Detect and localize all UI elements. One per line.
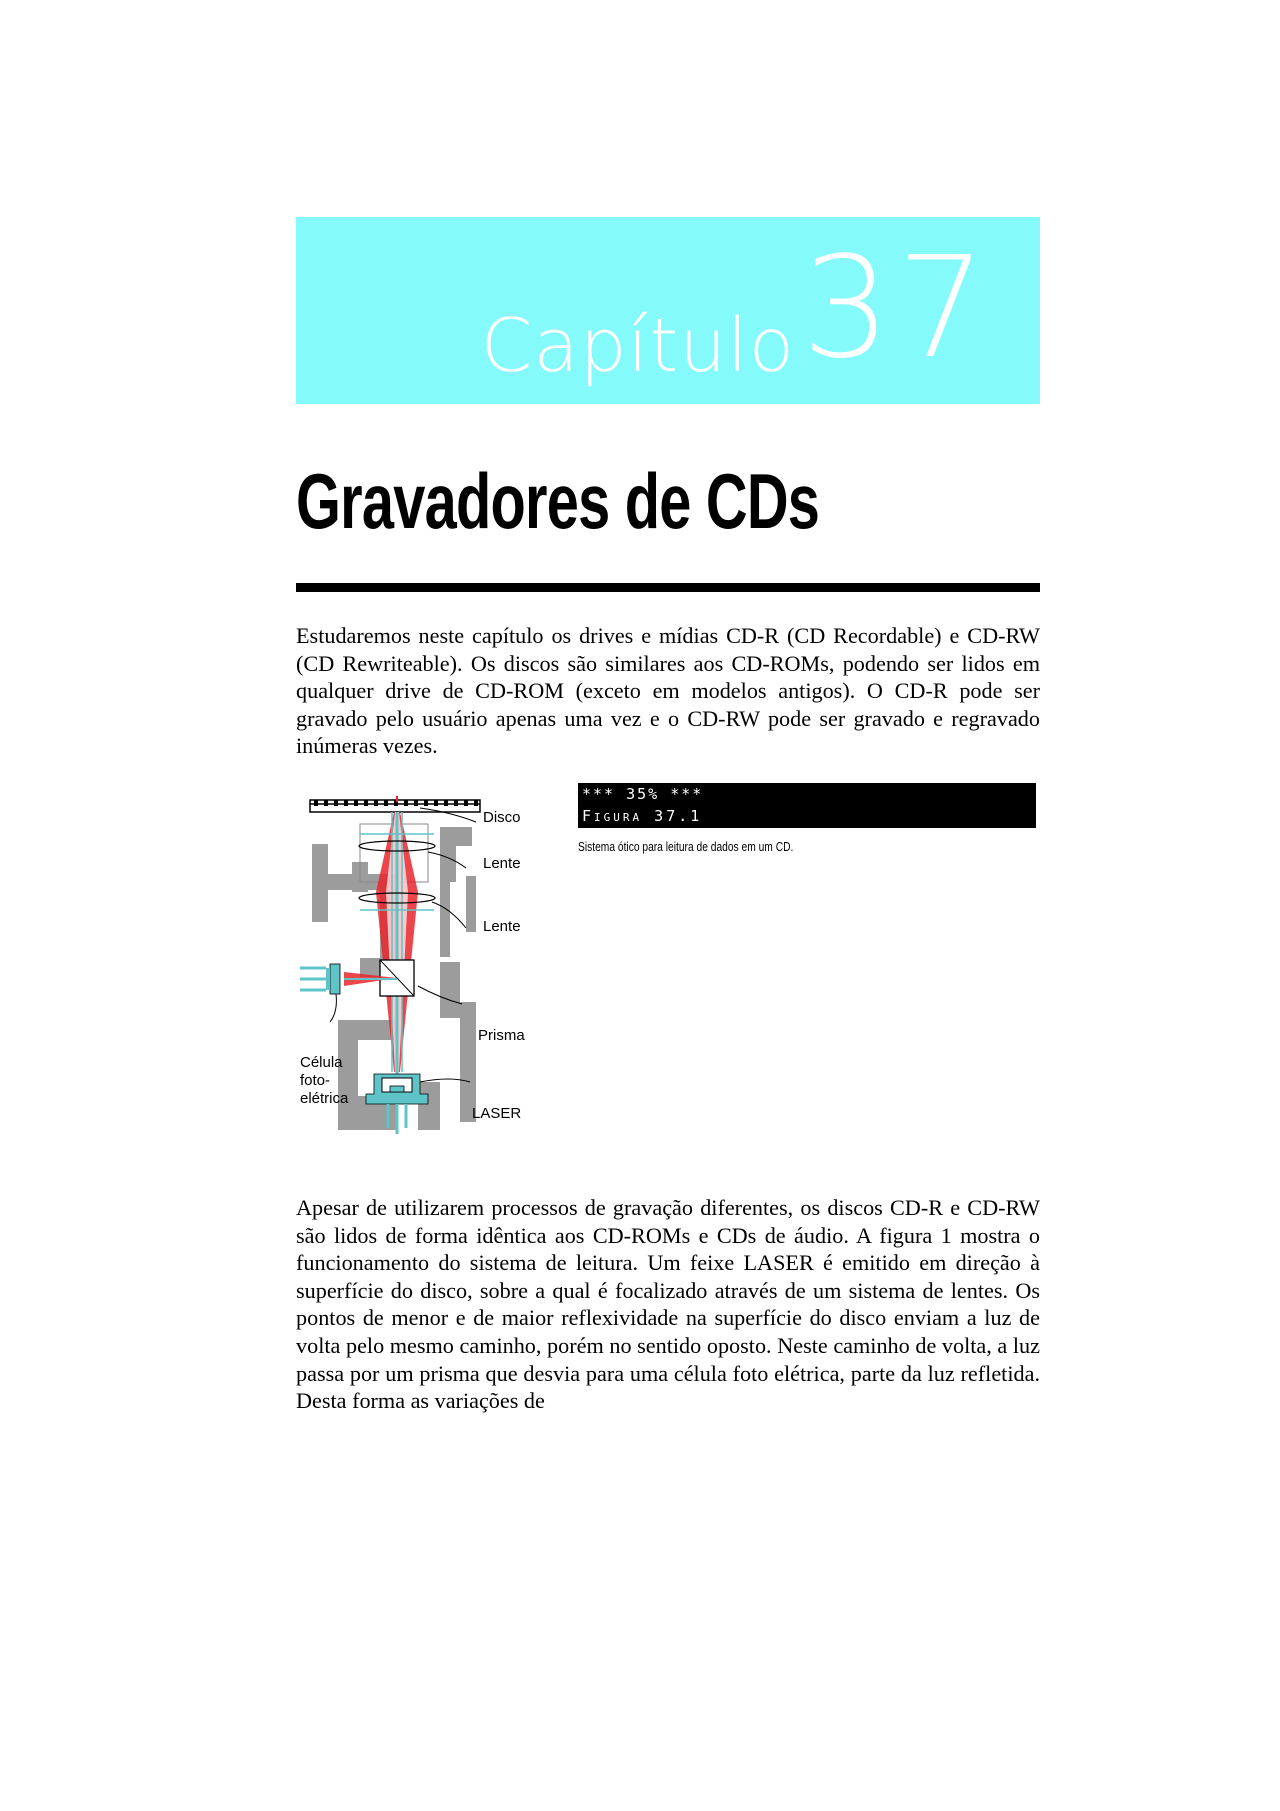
label-disco: Disco xyxy=(483,809,521,826)
label-laser: LASER xyxy=(472,1105,522,1122)
disc-shape xyxy=(310,800,480,812)
figure-caption: Sistema ótico para leitura de dados em um CD. xyxy=(578,840,794,854)
body-paragraph: Apesar de utilizarem processos de gravação diferentes, os discos CD-R e CD-RW são lidos de forma idêntica aos CD-ROMs e CDs de áudio. A figura 1 mostra o funcionamento do sistema de leitura. Um feixe LASER é emitido em direção à superfície do disco, sobre a qual é focalizado através de um sistema de lentes. Os pontos de menor e de maior reflexividade na superfície do disco enviam a luz de volta pelo mesmo caminho, porém no sentido oposto. Neste caminho de volta, a luz passa por um prisma que desvia para uma célula foto elétrica, parte da luz refletida. Desta forma as variações de xyxy=(296,1195,1040,1414)
page-title: Gravadores de CDs xyxy=(296,457,820,545)
label-celula-3: elétrica xyxy=(300,1090,349,1107)
chapter-number: 37 xyxy=(801,227,992,390)
chapter-word: Capítulo xyxy=(480,303,795,389)
label-celula-2: foto- xyxy=(300,1072,331,1089)
progress-indicator: *** 35% *** xyxy=(582,785,704,803)
label-lente-2: Lente xyxy=(483,918,521,935)
intro-paragraph: Estudaremos neste capítulo os drives e mídias CD-R (CD Recordable) e CD-RW (CD Rewriteable). Os discos são similares aos CD-ROMs, podendo ser lidos em qualquer drive de CD-ROM (exceto em modelos antigos). O CD-R pode ser gravado pelo usuário apenas uma vez e o CD-RW pode ser gravado e regravado inúmeras vezes. xyxy=(296,623,1040,759)
label-lente-1: Lente xyxy=(483,855,521,872)
photo-cell xyxy=(300,964,340,994)
label-celula-1: Célula xyxy=(300,1054,343,1071)
label-prisma: Prisma xyxy=(478,1027,525,1044)
figure-caption-bar xyxy=(578,783,1036,828)
chapter-banner xyxy=(296,217,1040,404)
optical-system-figure xyxy=(300,782,568,1174)
figure-label: Figura 37.1 xyxy=(582,807,703,825)
title-rule xyxy=(296,583,1040,592)
